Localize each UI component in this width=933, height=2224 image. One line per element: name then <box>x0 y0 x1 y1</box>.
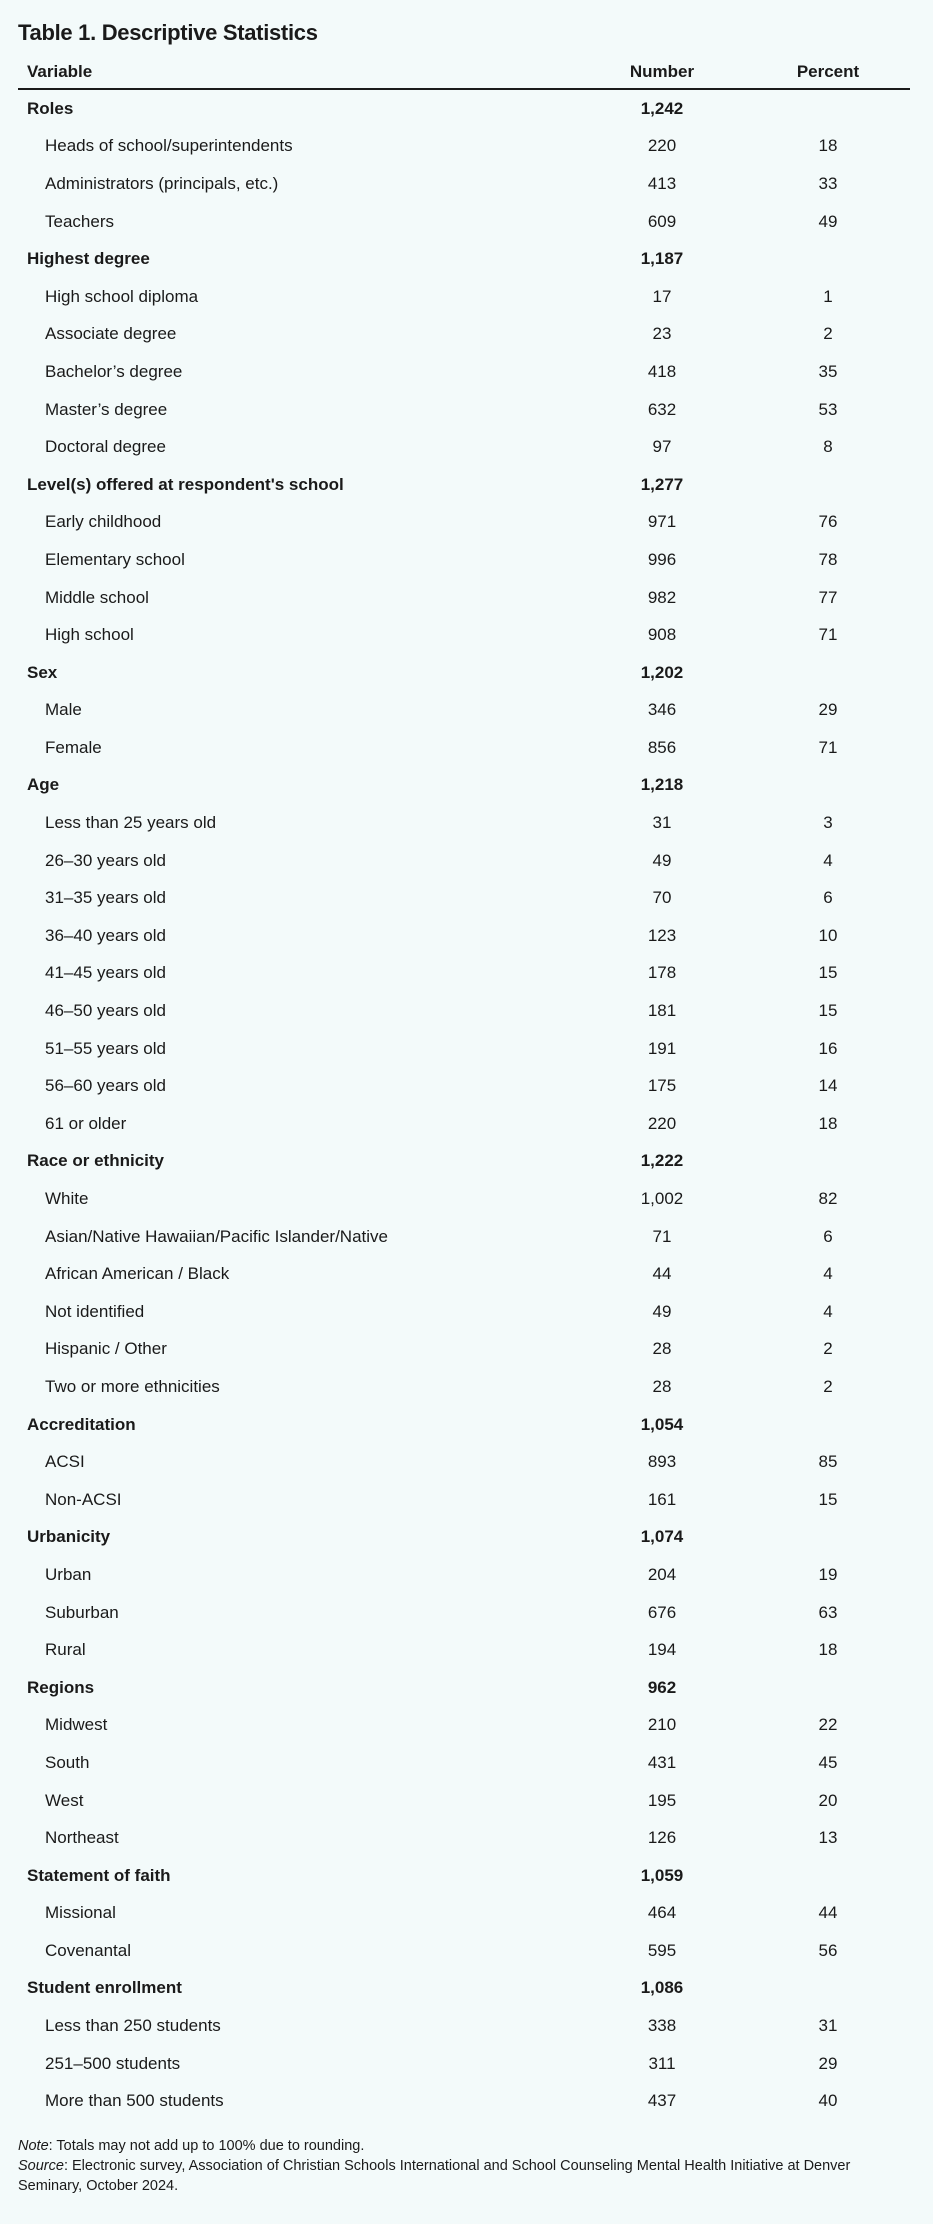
row-number: 1,074 <box>640 1527 684 1547</box>
row-percent: 15 <box>818 1489 838 1509</box>
source-text: : Electronic survey, Association of Christian Schools International and School Counseling Mental Health Initiative at Denver Seminary, October 2024. <box>18 2158 851 2194</box>
row-number: 595 <box>647 1940 677 1960</box>
row-percent: 44 <box>818 1903 838 1923</box>
row-variable: Female <box>45 737 102 757</box>
row-number: 856 <box>647 737 677 757</box>
table-row <box>18 1895 910 1933</box>
table-row <box>18 1744 910 1782</box>
row-variable: 46–50 years old <box>45 1001 166 1021</box>
group-row <box>18 1669 910 1707</box>
row-number: 1,059 <box>640 1865 684 1885</box>
row-variable: Less than 250 students <box>45 2016 221 2036</box>
row-number: 982 <box>647 587 677 607</box>
table-row <box>18 1105 910 1143</box>
table-row <box>18 504 910 542</box>
table-notes <box>18 2136 918 2196</box>
note-text: : Totals may not add up to 100% due to rounding. <box>48 2138 365 2154</box>
row-number: 220 <box>647 1113 677 1133</box>
row-percent: 29 <box>818 700 838 720</box>
row-variable: White <box>45 1189 89 1209</box>
row-variable: Age <box>27 775 60 795</box>
row-variable: Two or more ethnicities <box>45 1376 220 1396</box>
row-variable: Bachelor’s degree <box>45 361 183 381</box>
row-number: 1,277 <box>640 474 684 494</box>
row-number: 346 <box>647 700 677 720</box>
row-percent: 15 <box>818 1001 838 1021</box>
table-row <box>18 917 910 955</box>
row-variable: Male <box>45 700 82 720</box>
table-row <box>18 879 910 917</box>
group-row <box>18 654 910 692</box>
row-percent: 35 <box>818 361 838 381</box>
table-row <box>18 1819 910 1857</box>
row-number: 44 <box>652 1264 672 1284</box>
table-row <box>18 1218 910 1256</box>
table-row <box>18 616 910 654</box>
row-percent: 33 <box>818 173 838 193</box>
row-percent: 22 <box>818 1715 838 1735</box>
group-row <box>18 90 910 128</box>
row-number: 71 <box>652 1226 672 1246</box>
row-number: 28 <box>652 1339 672 1359</box>
group-row <box>18 466 910 504</box>
row-number: 49 <box>652 1301 672 1321</box>
row-number: 204 <box>647 1564 677 1584</box>
group-row <box>18 1857 910 1895</box>
row-number: 431 <box>647 1752 677 1772</box>
table-row <box>18 1782 910 1820</box>
row-percent: 78 <box>818 549 838 569</box>
row-variable: Sex <box>27 662 58 682</box>
row-percent: 18 <box>818 1113 838 1133</box>
row-number: 1,222 <box>640 1151 684 1171</box>
row-variable: Heads of school/superintendents <box>45 136 293 156</box>
row-variable: 41–45 years old <box>45 963 166 983</box>
table-row <box>18 1707 910 1745</box>
row-number: 23 <box>652 324 672 344</box>
row-percent: 76 <box>818 512 838 532</box>
row-variable: Non-ACSI <box>45 1489 122 1509</box>
table-row <box>18 1443 910 1481</box>
table-row <box>18 391 910 429</box>
row-variable: Level(s) offered at respondent's school <box>27 474 344 494</box>
table-row <box>18 842 910 880</box>
row-variable: Not identified <box>45 1301 145 1321</box>
row-percent: 71 <box>818 625 838 645</box>
row-number: 178 <box>647 963 677 983</box>
row-variable: Roles <box>27 98 74 118</box>
row-percent: 56 <box>818 1940 838 1960</box>
group-row <box>18 767 910 805</box>
table-row <box>18 2007 910 2045</box>
row-variable: High school diploma <box>45 286 199 306</box>
row-variable: Urbanicity <box>27 1527 111 1547</box>
row-percent: 63 <box>818 1602 838 1622</box>
row-percent: 8 <box>823 437 833 457</box>
table-row <box>18 1067 910 1105</box>
group-row <box>18 1970 910 2008</box>
table-row <box>18 729 910 767</box>
row-number: 49 <box>652 850 672 870</box>
row-percent: 45 <box>818 1752 838 1772</box>
row-number: 191 <box>647 1038 677 1058</box>
row-number: 676 <box>647 1602 677 1622</box>
row-variable: South <box>45 1752 90 1772</box>
table-row <box>18 128 910 166</box>
table-row <box>18 992 910 1030</box>
row-percent: 40 <box>818 2091 838 2111</box>
row-variable: 251–500 students <box>45 2053 181 2073</box>
row-percent: 6 <box>823 888 833 908</box>
row-variable: Suburban <box>45 1602 119 1622</box>
header-percent: Percent <box>796 62 860 81</box>
table-header-row <box>18 56 910 90</box>
table-row <box>18 1180 910 1218</box>
table-body <box>18 90 910 2120</box>
row-percent: 4 <box>823 1301 833 1321</box>
table-row <box>18 1368 910 1406</box>
table-row <box>18 1556 910 1594</box>
row-percent: 31 <box>818 2016 838 2036</box>
table-row <box>18 1331 910 1369</box>
row-number: 123 <box>647 925 677 945</box>
row-variable: 36–40 years old <box>45 925 166 945</box>
row-number: 908 <box>647 625 677 645</box>
row-variable: Doctoral degree <box>45 437 166 457</box>
row-number: 31 <box>652 813 672 833</box>
row-percent: 85 <box>818 1452 838 1472</box>
row-variable: Urban <box>45 1564 92 1584</box>
row-number: 609 <box>647 211 677 231</box>
descriptive-statistics-table <box>18 56 910 2120</box>
row-percent: 16 <box>818 1038 838 1058</box>
row-percent: 1 <box>823 286 833 306</box>
row-variable: Middle school <box>45 587 149 607</box>
row-variable: Northeast <box>45 1828 119 1848</box>
group-row <box>18 240 910 278</box>
row-variable: Less than 25 years old <box>45 813 217 833</box>
table-row <box>18 165 910 203</box>
table-row <box>18 1255 910 1293</box>
table-row <box>18 1631 910 1669</box>
table-row <box>18 316 910 354</box>
row-variable: High school <box>45 625 134 645</box>
row-percent: 29 <box>818 2053 838 2073</box>
row-percent: 4 <box>823 1264 833 1284</box>
row-percent: 49 <box>818 211 838 231</box>
table-row <box>18 203 910 241</box>
row-number: 418 <box>647 361 677 381</box>
row-number: 971 <box>647 512 677 532</box>
table-row <box>18 1932 910 1970</box>
row-variable: 26–30 years old <box>45 850 166 870</box>
table-row <box>18 1030 910 1068</box>
header-variable: Variable <box>27 62 93 81</box>
row-variable: Teachers <box>45 211 114 231</box>
row-number: 126 <box>647 1828 677 1848</box>
table-row <box>18 1481 910 1519</box>
row-percent: 71 <box>818 737 838 757</box>
row-percent: 13 <box>818 1828 838 1848</box>
header-number: Number <box>629 62 695 81</box>
table-row <box>18 2082 910 2120</box>
row-number: 1,054 <box>640 1414 684 1434</box>
row-percent: 77 <box>818 587 838 607</box>
row-variable: Elementary school <box>45 549 185 569</box>
row-percent: 20 <box>818 1790 838 1810</box>
row-percent: 2 <box>823 1339 833 1359</box>
row-percent: 10 <box>818 925 838 945</box>
row-number: 1,002 <box>640 1189 684 1209</box>
row-number: 28 <box>652 1376 672 1396</box>
row-variable: Covenantal <box>45 1940 132 1960</box>
table-row <box>18 579 910 617</box>
table-row <box>18 541 910 579</box>
row-percent: 19 <box>818 1564 838 1584</box>
group-row <box>18 1519 910 1557</box>
row-number: 1,218 <box>640 775 684 795</box>
table-row <box>18 955 910 993</box>
row-percent: 18 <box>818 136 838 156</box>
row-number: 70 <box>652 888 672 908</box>
row-number: 175 <box>647 1076 677 1096</box>
row-percent: 2 <box>823 1376 833 1396</box>
table-title: Table 1. Descriptive Statistics <box>18 20 318 45</box>
row-number: 17 <box>652 286 672 306</box>
row-number: 996 <box>647 549 677 569</box>
table-row <box>18 1293 910 1331</box>
row-percent: 14 <box>818 1076 838 1096</box>
table-row <box>18 2045 910 2083</box>
row-number: 210 <box>647 1715 677 1735</box>
row-variable: More than 500 students <box>45 2091 224 2111</box>
row-number: 962 <box>647 1677 677 1697</box>
table-row <box>18 353 910 391</box>
note-line <box>18 2136 918 2156</box>
row-variable: Rural <box>45 1640 86 1660</box>
row-percent: 53 <box>818 399 838 419</box>
row-number: 161 <box>647 1489 677 1509</box>
row-percent: 82 <box>818 1189 838 1209</box>
row-percent: 15 <box>818 963 838 983</box>
row-variable: 61 or older <box>45 1113 127 1133</box>
row-number: 1,242 <box>640 98 684 118</box>
row-number: 893 <box>647 1452 677 1472</box>
row-variable: Hispanic / Other <box>45 1339 167 1359</box>
row-percent: 6 <box>823 1226 833 1246</box>
row-number: 1,187 <box>640 249 684 269</box>
row-percent: 3 <box>823 813 833 833</box>
row-percent: 18 <box>818 1640 838 1660</box>
row-number: 181 <box>647 1001 677 1021</box>
row-variable: Missional <box>45 1903 116 1923</box>
row-number: 194 <box>647 1640 677 1660</box>
row-number: 437 <box>647 2091 677 2111</box>
row-variable: West <box>45 1790 84 1810</box>
row-variable: Race or ethnicity <box>27 1151 164 1171</box>
row-number: 1,086 <box>640 1978 684 1998</box>
row-number: 413 <box>647 173 677 193</box>
row-variable: African American / Black <box>45 1264 230 1284</box>
row-variable: Master’s degree <box>45 399 168 419</box>
row-number: 632 <box>647 399 677 419</box>
row-variable: 56–60 years old <box>45 1076 166 1096</box>
group-row <box>18 1406 910 1444</box>
note-label: Note <box>18 2138 49 2154</box>
source-line <box>18 2156 918 2196</box>
table-row <box>18 428 910 466</box>
row-variable: 51–55 years old <box>45 1038 166 1058</box>
table-row <box>18 1594 910 1632</box>
row-percent: 4 <box>823 850 833 870</box>
row-number: 464 <box>647 1903 677 1923</box>
row-number: 1,202 <box>640 662 684 682</box>
table-row <box>18 804 910 842</box>
row-variable: Asian/Native Hawaiian/Pacific Islander/Native <box>45 1226 388 1246</box>
row-number: 220 <box>647 136 677 156</box>
row-number: 97 <box>652 437 672 457</box>
table-row <box>18 278 910 316</box>
table-row <box>18 692 910 730</box>
row-variable: Highest degree <box>27 249 150 269</box>
row-percent: 2 <box>823 324 833 344</box>
row-variable: Early childhood <box>45 512 162 532</box>
row-variable: Administrators (principals, etc.) <box>45 173 279 193</box>
row-number: 195 <box>647 1790 677 1810</box>
row-number: 311 <box>648 2053 676 2073</box>
row-variable: Regions <box>27 1677 95 1697</box>
row-variable: Accreditation <box>27 1414 136 1434</box>
source-label: Source <box>18 2158 64 2174</box>
row-variable: Statement of faith <box>27 1865 171 1885</box>
row-variable: ACSI <box>45 1452 85 1472</box>
group-row <box>18 1143 910 1181</box>
row-variable: Associate degree <box>45 324 177 344</box>
row-variable: Student enrollment <box>27 1978 182 1998</box>
row-variable: 31–35 years old <box>45 888 166 908</box>
row-number: 338 <box>647 2016 677 2036</box>
row-variable: Midwest <box>45 1715 108 1735</box>
